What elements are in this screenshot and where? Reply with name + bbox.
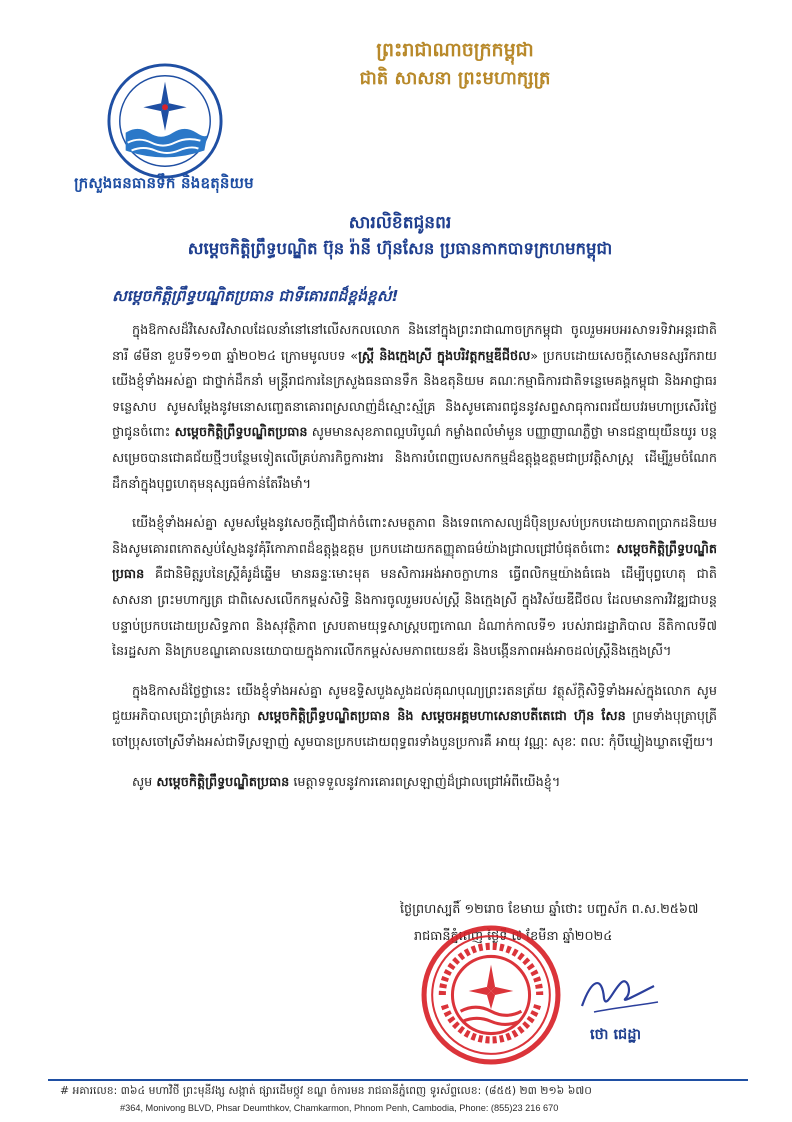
p3-honorees: សម្តេចកិត្តិព្រឹទ្ធបណ្ឌិតប្រធាន និង សម្តេចអគ្គមហាសេនាបតីតេជោ ហ៊ុន សែន xyxy=(257,709,626,725)
salutation: សម្តេចកិត្តិព្រឹទ្ធបណ្ឌិតប្រធាន ជាទីគោរពដ៏ខ្ពង់ខ្ពស់! xyxy=(112,287,399,305)
footer-address-km: # អគារលេខ: ៣៦៤ មហាវិថី ព្រះមុនីវង្ស សង្កាត់ ផ្សារដើមថ្កូវ ខណ្ឌ ចំការមន រាជធានីភ្នំពេញ ទូរស័ព្ទលេខ: (៨៥៥) ២៣ ២១៦ ៦៧០ xyxy=(60,1084,592,1097)
p1-text-c: សូមមានសុខភាពល្អបរិបូណ៌ កម្លាំងពលំមាំមួន បញ្ញាញាណភ្លឺថ្លា មានជន្មាយុយឺនយូរ បន្តសម្រេចបានជោគជ័យថ្មីៗបន្ថែមទៀតលើគ្រប់ភារកិច្ចការងារ និងការបំពេញបេសកកម្មដ៏ឧត្តុង្គឧត្តមជាប្រវត្តិសាស្ត្រ ដើម្បីរួមចំណែកដឹកនាំក្នុងបុព្វហេតុមនុស្សធម៌កាន់តែរឹងមាំ។ xyxy=(112,425,717,492)
compass-star-water-logo-icon xyxy=(106,62,224,180)
title-line-1: សារលិខិតជូនពរ xyxy=(348,213,452,233)
paragraph-4 xyxy=(112,770,717,796)
p3-text-b: ព្រមទាំងបុត្រាបុត្រី ចៅប្រុសចៅស្រីទាំងអស់ជាទីស្រឡាញ់ សូមបានប្រកបដោយពុទ្ធពរទាំងបួនប្រការគឺ អាយុ វណ្ណៈ សុខៈ ពលៈ កុំបីឃ្លៀងឃ្លាតឡើយ។ xyxy=(112,709,717,750)
signer-name: ថោ ជេដ្ឋា xyxy=(590,1027,642,1043)
footer-divider xyxy=(48,1079,748,1081)
ministry-seal-icon xyxy=(420,924,562,1066)
p2-honoree: សម្តេចកិត្តិព្រឹទ្ធបណ្ឌិតប្រធាន xyxy=(112,541,717,583)
kingdom-motto xyxy=(270,36,640,92)
p3-text-a: ក្នុងឱកាសដ៏ថ្លៃថ្លានេះ យើងខ្ញុំទាំងអស់គ្នា សូមឧទ្ទិសបួងសួងដល់គុណបុណ្យព្រះរតនត្រ័យ វត្ថុស័ក្តិសិទ្ធិទាំងអស់ក្នុងលោក សូមជួយអភិបាលប្រោះព្រំគ្រង់រក្សា xyxy=(112,683,717,725)
kingdom-line-2: ជាតិ សាសនា ព្រះមហាក្សត្រ xyxy=(359,67,551,89)
p1-text-b: » ប្រកបដោយសេចក្តីសោមនស្សរីករាយ យើងខ្ញុំទាំងអស់គ្នា ជាថ្នាក់ដឹកនាំ មន្ត្រីរាជការនៃក្រសួងធនធានទឹក និងឧតុនិយម គណៈកម្មាធិការជាតិទន្លេមេគង្គកម្ពុជា និងអាជ្ញាធរទន្លេសាប សូមសម្តែងនូវមនោសញ្ចេតនាគោរពស្រលាញ់ដ៏ស្មោះស្ម័គ្រ និងសូមគោរពជូននូវសព្ទសាធុការពរជ័យបវរមហាប្រសើរថ្លៃថ្លាជូនចំពោះ xyxy=(112,348,717,441)
p4-honoree: សម្តេចកិត្តិព្រឹទ្ធបណ្ឌិតប្រធាន xyxy=(156,774,290,790)
paragraph-3 xyxy=(112,679,717,756)
letter-body xyxy=(112,318,717,809)
footer-address-en: #364, Monivong BLVD, Phsar Deumthkov, Chamkarmon, Phnom Penh, Cambodia, Phone: (855)23 216 670 xyxy=(120,1103,559,1113)
date-solar: រាជធានីភ្នំពេញ ថ្ងៃទី ៧ ខែមីនា ឆ្នាំ២០២៤ xyxy=(414,929,613,944)
p1-text-a: ក្នុងឱកាសដ៏វិសេសវិសាលដែលនាំនៅនៅលើសកលលោក និងនៅក្នុងព្រះរាជាណាចក្រកម្ពុជា ចូលរួមអបអរសាទរទិវាអន្តរជាតិនារី ៨មីនា ខួបទី១១៣ ឆ្នាំ២០២៤ ក្រោមមូលបទ « xyxy=(112,323,717,364)
letter-title xyxy=(60,210,740,262)
p4-text-b: មេត្តាទទួលនូវការគោរពស្រឡាញ់ដ៏ជ្រាលជ្រៅអំពីយើងខ្ញុំ។ xyxy=(289,774,561,790)
signature-icon xyxy=(574,968,664,1018)
paragraph-1 xyxy=(112,318,717,497)
p1-honoree: សម្តេចកិត្តិព្រឹទ្ធបណ្ឌិតប្រធាន xyxy=(174,425,308,441)
p4-text-a: សូម xyxy=(132,774,157,790)
date-lunar: ថ្ងៃព្រហស្បតិ៍ ១២រោច ខែមាឃ ឆ្នាំថោះ បញ្ចស័ក ព.ស.២៥៦៧ xyxy=(400,902,699,917)
kingdom-line-1: ព្រះរាជាណាចក្រកម្ពុជា xyxy=(376,39,534,61)
p1-theme: ស្ត្រី និងក្មេងស្រី ក្នុងបរិវត្តកម្មឌីជីថល xyxy=(358,348,531,364)
title-line-2: សម្តេចកិត្តិព្រឹទ្ធបណ្ឌិត ប៊ុន រ៉ានី ហ៊ុនសែន ប្រធានកាកបាទក្រហមកម្ពុជា xyxy=(187,239,613,259)
ministry-name: ក្រសួងធនធានទឹក និងឧតុនិយម xyxy=(74,174,254,192)
p2-text-b: គឺជានិមិត្តរូបនៃស្ត្រីគំរូដ៏ឆ្នើម មានឆន្ទៈមោះមុត មនសិការអង់អាចក្លាហាន ធ្វើពលិកម្មយ៉ាងធំធេង ដើម្បីបុព្វហេតុ ជាតិ សាសនា ព្រះមហាក្សត្រ ជាពិសេសលើកកម្ពស់សិទ្ធិ និងការចូលរួមរបស់ស្ត្រី និងក្មេងស្រី ក្នុងវិស័យឌីជីថល ដែលមានការវិវឌ្ឍជាបន្តបន្ទាប់ប្រកបដោយប្រសិទ្ធភាព និងសុវត្ថិភាព ស្របតាមយុទ្ធសាស្ត្របញ្ចកោណ ដំណាក់កាលទី១ របស់រាជរដ្ឋាភិបាល នីតិកាលទី៧ នៃរដ្ឋសភា និងក្របខណ្ឌគោលនយោបាយក្នុងការលើកកម្ពស់សមភាពយេនឌ័រ និងបង្កើនភាពអង់អាចដល់ស្ត្រីនិងក្មេងស្រី។ xyxy=(112,567,717,660)
p2-text-a: យើងខ្ញុំទាំងអស់គ្នា សូមសម្តែងនូវសេចក្តីជឿជាក់ចំពោះសមត្ថភាព និងទេពកោសល្យដ៏ប៉ិនប្រសប់ប្រកបដោយភាពប្រាកដនិយម និងសូមគោរពកោតស្ញប់ស្ញែងនូវគុំរីកោភាពដ៏ឧត្តុង្គឧត្តម ប្រកបដោយកតញ្ញុតាធម៌យ៉ាងជ្រាលជ្រៅបំផុតចំពោះ xyxy=(112,516,717,557)
paragraph-2 xyxy=(112,511,717,665)
